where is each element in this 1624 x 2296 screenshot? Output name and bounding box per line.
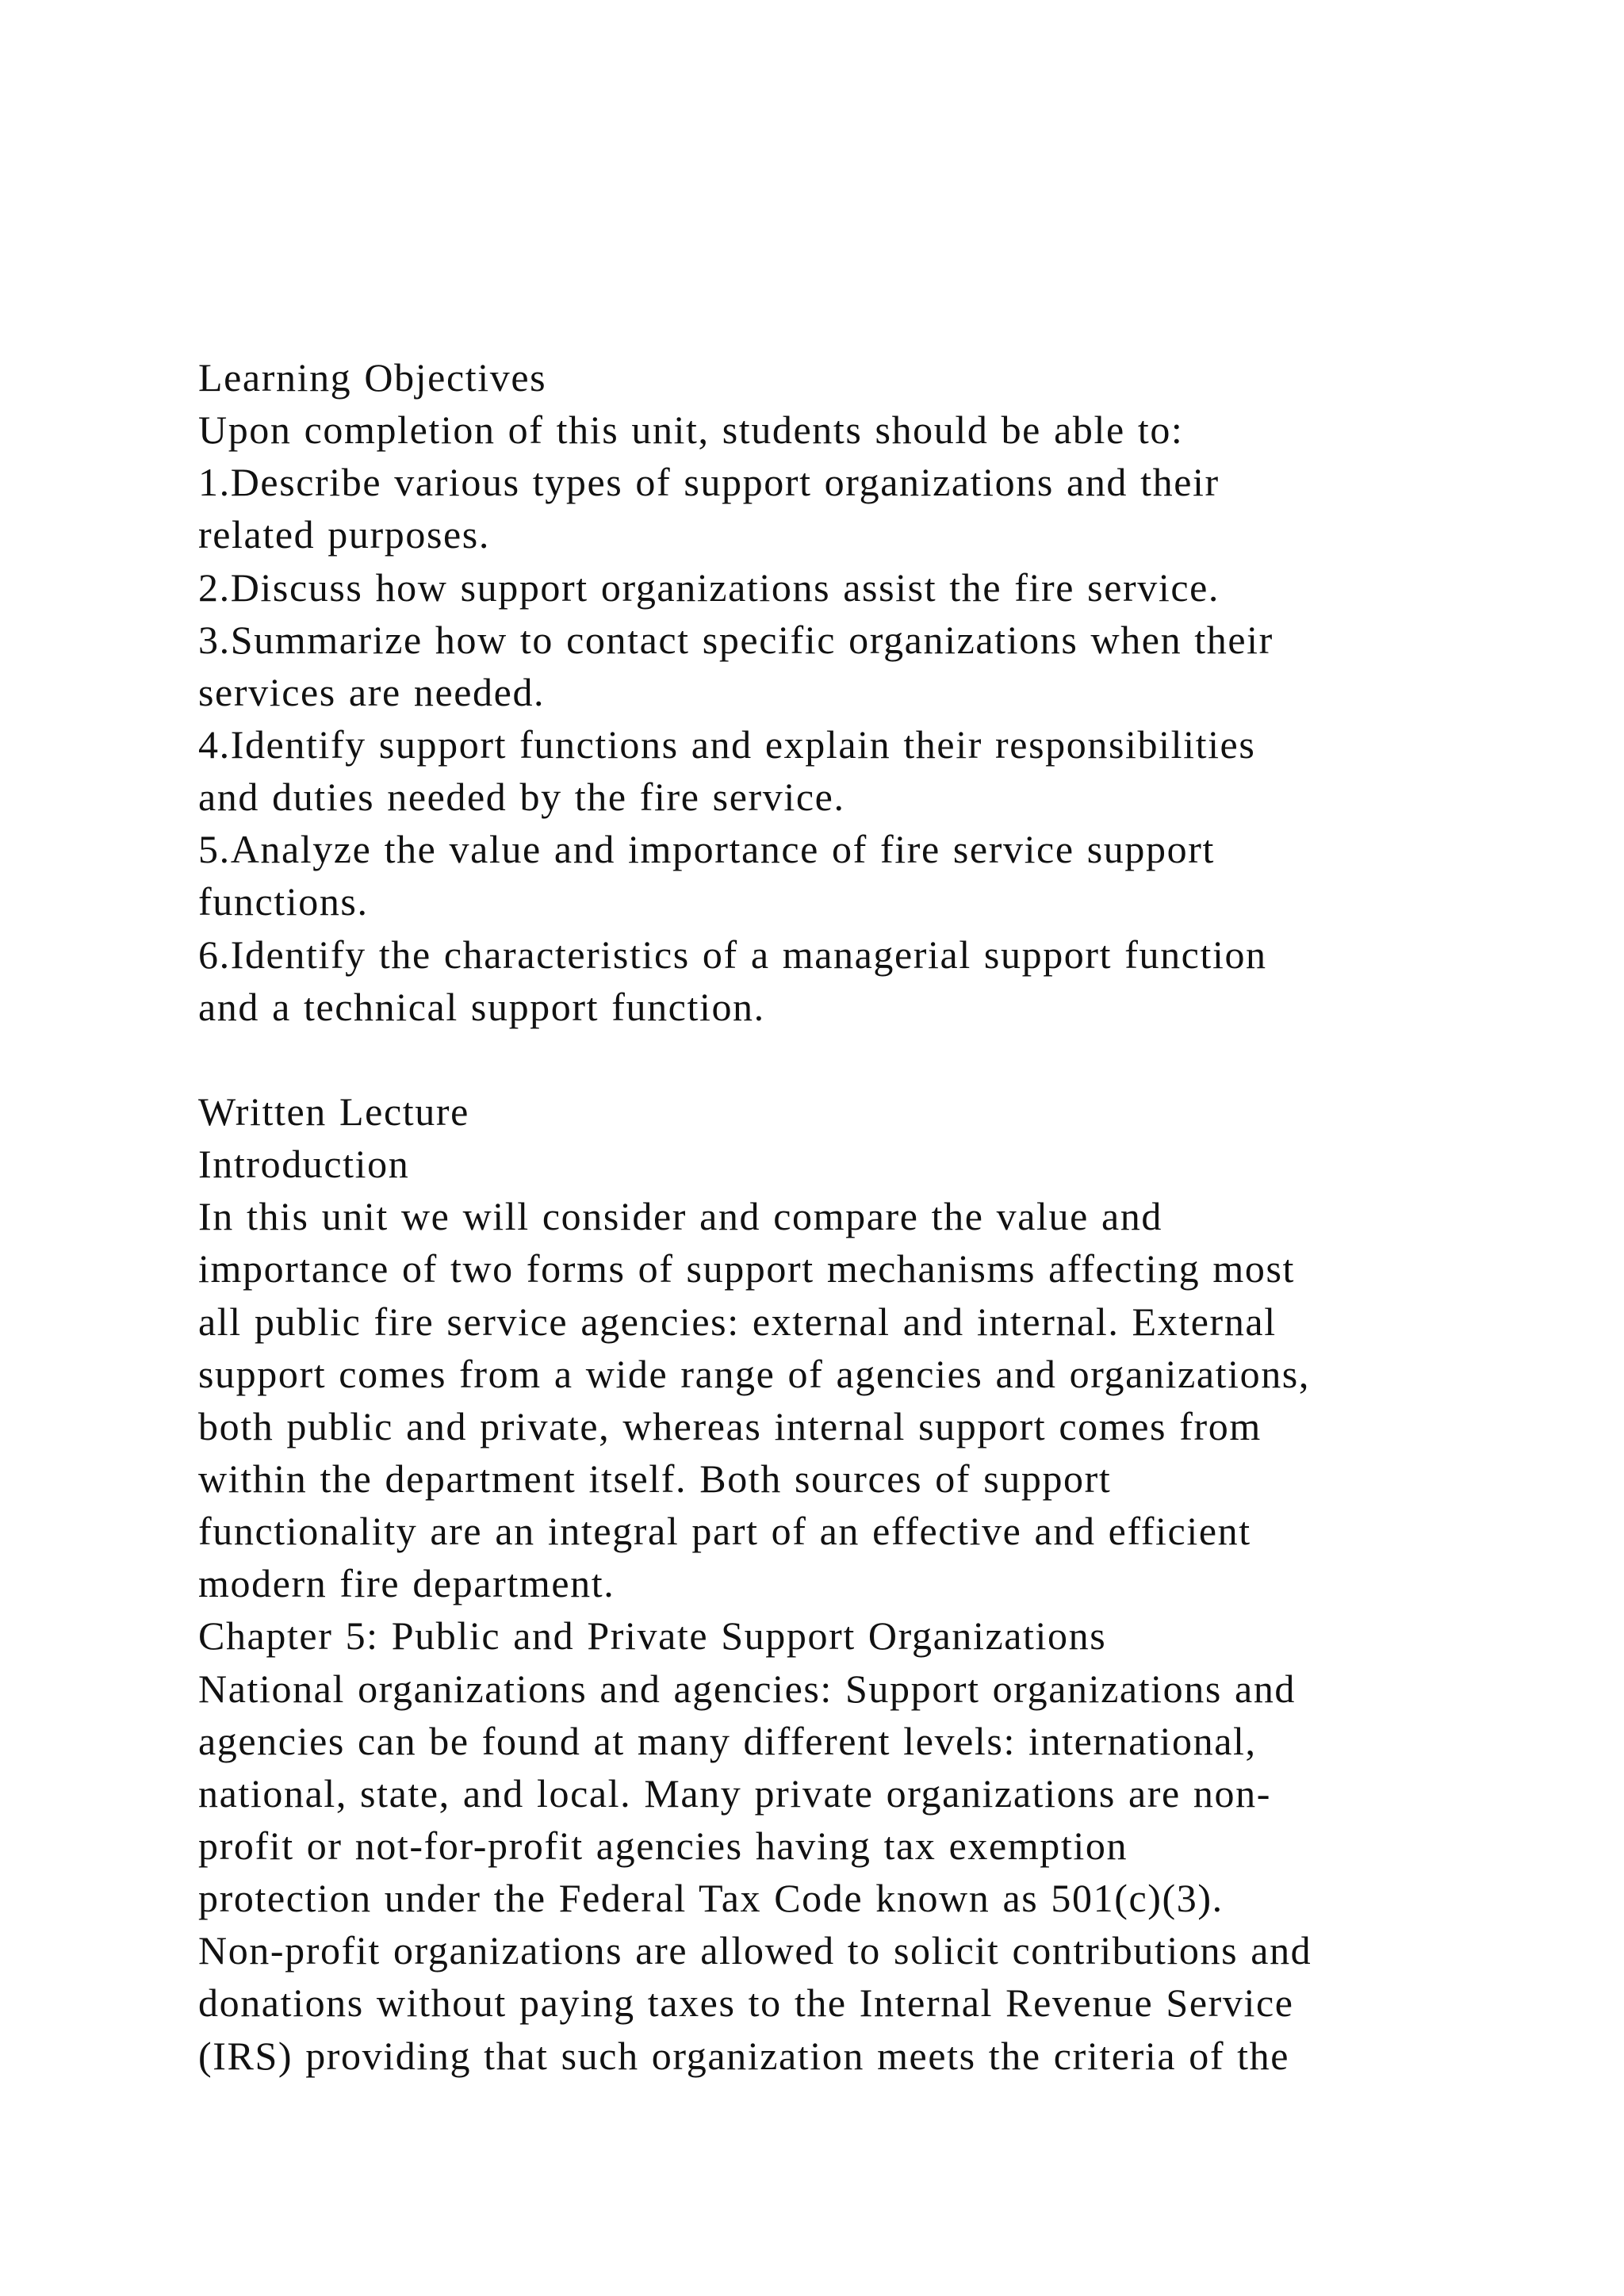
intro-paragraph-line: modern fire department. <box>198 1561 615 1606</box>
intro-paragraph-line: functionality are an integral part of an effective and efficient <box>198 1509 1251 1554</box>
chapter-paragraph-line: Non-profit organizations are allowed to solicit contributions and <box>198 1928 1312 1973</box>
intro-paragraph-line: all public fire service agencies: external and internal. External <box>198 1299 1277 1344</box>
objective-2: 2.Discuss how support organizations assist the fire service. <box>198 564 1220 610</box>
intro-paragraph-line: within the department itself. Both sources of support <box>198 1456 1112 1501</box>
chapter-paragraph-line: profit or not-for-profit agencies having tax exemption <box>198 1823 1128 1868</box>
document-body <box>198 351 1546 2082</box>
objective-5-line-1: 5.Analyze the value and importance of fire service support <box>198 827 1215 872</box>
chapter-5-heading: Chapter 5: Public and Private Support Organizations <box>198 1613 1107 1659</box>
objective-6-line-2: and a technical support function. <box>198 984 765 1029</box>
written-lecture-heading: Written Lecture <box>198 1089 469 1134</box>
chapter-paragraph-line: National organizations and agencies: Support organizations and <box>198 1666 1297 1711</box>
objective-3-line-2: services are needed. <box>198 669 546 714</box>
chapter-paragraph-line: (IRS) providing that such organization meets the criteria of the <box>198 2033 1290 2078</box>
chapter-paragraph-line: agencies can be found at many different levels: international, <box>198 1718 1257 1763</box>
objective-3-line-1: 3.Summarize how to contact specific organizations when their <box>198 617 1274 662</box>
objective-1-line-2: related purposes. <box>198 512 490 557</box>
objective-1-line-1: 1.Describe various types of support organizations and their <box>198 460 1220 505</box>
objective-4-line-1: 4.Identify support functions and explain their responsibilities <box>198 721 1256 767</box>
chapter-paragraph-line: national, state, and local. Many private organizations are non- <box>198 1770 1271 1816</box>
paragraph-spacer <box>198 1033 1546 1085</box>
intro-paragraph-line: support comes from a wide range of agencies and organizations, <box>198 1351 1310 1396</box>
objective-6-line-1: 6.Identify the characteristics of a managerial support function <box>198 932 1267 977</box>
objectives-intro: Upon completion of this unit, students should be able to: <box>198 408 1184 453</box>
introduction-heading: Introduction <box>198 1142 410 1187</box>
intro-paragraph-line: In this unit we will consider and compare the value and <box>198 1194 1163 1239</box>
chapter-paragraph-line: donations without paying taxes to the Internal Revenue Service <box>198 1980 1294 2026</box>
intro-paragraph-line: both public and private, whereas internal support comes from <box>198 1403 1262 1448</box>
objective-5-line-2: functions. <box>198 879 369 924</box>
learning-objectives-heading: Learning Objectives <box>198 355 547 400</box>
chapter-paragraph-line: protection under the Federal Tax Code known as 501(c)(3). <box>198 1876 1224 1921</box>
objective-4-line-2: and duties needed by the fire service. <box>198 775 845 820</box>
intro-paragraph-line: importance of two forms of support mechanisms affecting most <box>198 1246 1296 1292</box>
